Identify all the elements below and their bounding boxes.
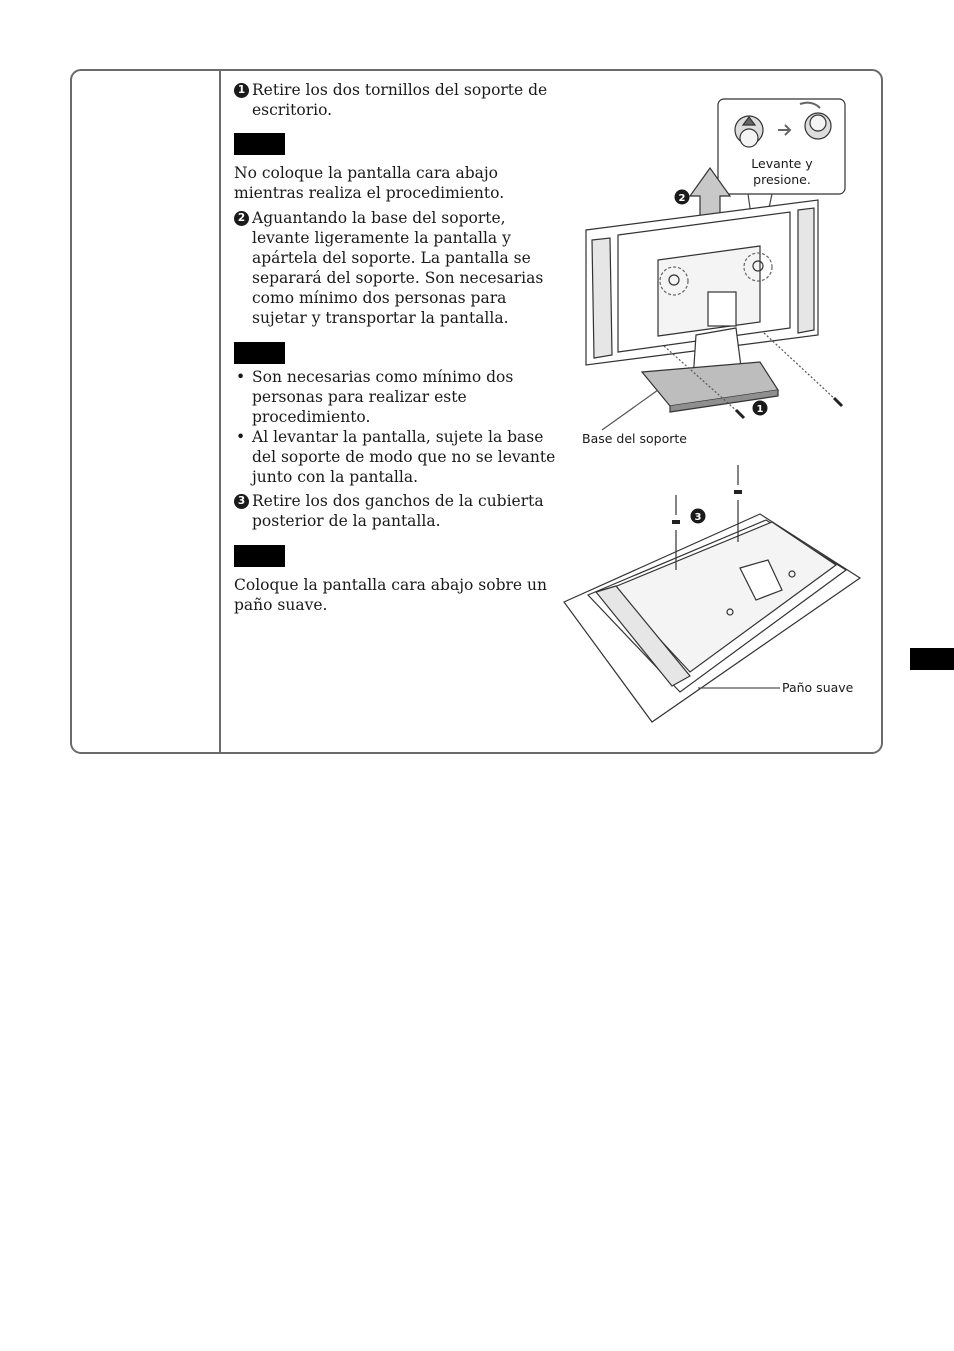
step-1 [234,80,564,120]
note-label-3: Nota [234,545,285,567]
callout-line-1: Levante y [751,156,813,171]
marker-3-badge [691,509,706,524]
marker-1-badge [753,401,768,416]
note-2-item: • Son necesarias como mínimo dos personas para realizar este procedimiento. [234,367,564,427]
stand-removal-illustration [560,90,880,730]
marker-2: 2 [678,193,686,204]
step-3 [234,491,564,531]
step-2-text: Aguantando la base del soporte, levante ligeramente la pantalla y apártela del soporte. La pantalla se separará del soporte. Son necesarias como mínimo dos personas para sujetar y transportar la pantalla. [252,209,544,327]
note-label-1: Nota [234,133,285,155]
note-label-2: Notas [234,342,285,364]
step-number-3: 3 [234,494,249,509]
callout-line-2: presione. [753,172,811,187]
note-2-list [234,367,564,487]
marker-2-badge [675,190,690,205]
marker-3: 3 [694,512,702,523]
step-number-2: 2 [234,211,249,226]
column-divider [219,71,221,754]
step-2 [234,208,564,328]
language-tab-marker [910,648,954,670]
note-2-item: • Al levantar la pantalla, sujete la base del soporte de modo que no se levante junto con la pantalla. [234,427,564,487]
step-3-text: Retire los dos ganchos de la cubierta posterior de la pantalla. [252,492,544,530]
step-1-text: Retire los dos tornillos del soporte de escritorio. [252,81,548,119]
marker-1: 1 [756,404,764,415]
note-1-text: No coloque la pantalla cara abajo mientras realiza el procedimiento. [234,164,505,202]
step-number-1: 1 [234,83,249,98]
cloth-label: Paño suave [782,680,854,695]
instruction-column [234,80,564,615]
note-3-text: Coloque la pantalla cara abajo sobre un paño suave. [234,576,547,614]
base-label: Base del soporte [582,431,687,446]
